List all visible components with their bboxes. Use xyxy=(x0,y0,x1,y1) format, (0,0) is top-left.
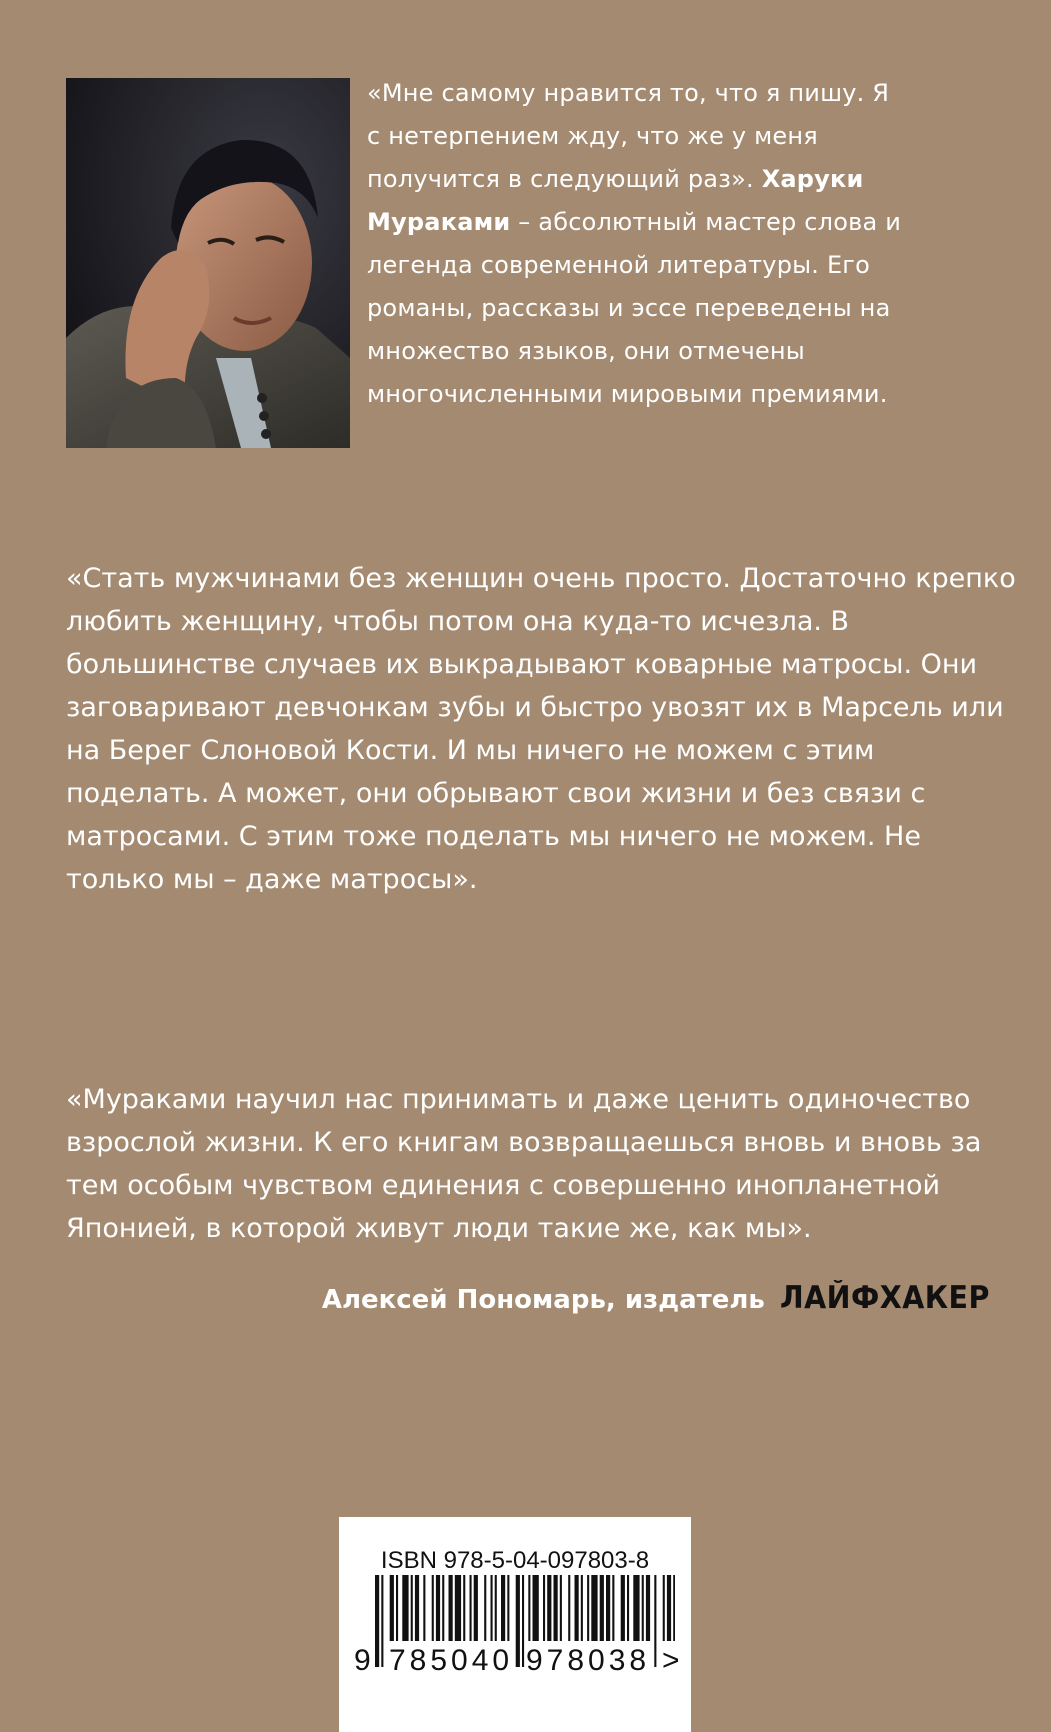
book-excerpt-text: «Стать мужчинами без женщин очень просто. Достаточно крепко любить женщину, чтобы потом она куда-то исчезла. В большинстве случаев их выкрадывают коварные матросы. Они заговаривают девчонкам зубы и быстро увозят их в Марсель или на Берег Слоновой Кости. И мы ничего не можем с этим поделать. А может, они обрывают свои жизни и без связи с матросами. С этим тоже поделать мы ничего не можем. Не только мы – даже матросы». xyxy=(66,563,1016,895)
isbn-barcode xyxy=(339,1517,691,1732)
author-quote: «Мне самому нравится то, что я пишу. Я с нетерпением жду, что же у меня получится в следующий раз». xyxy=(367,79,890,193)
author-description: – абсолютный мастер слова и легенда современной литературы. Его романы, рассказы и эссе переведены на множество языков, они отмечены многочисленными мировыми премиями. xyxy=(367,208,901,408)
barcode-right-group: 978038 xyxy=(525,1641,651,1681)
author-bio xyxy=(367,72,907,416)
book-excerpt-quote xyxy=(66,557,1016,901)
barcode-end-mark: > xyxy=(661,1641,681,1681)
author-name: Харуки Мураками xyxy=(367,165,864,236)
barcode-lead-digit: 9 xyxy=(353,1641,372,1681)
barcode-left-group: 785040 xyxy=(388,1641,514,1681)
author-photo xyxy=(66,78,350,448)
attribution-person: Алексей Пономарь, издатель xyxy=(321,1285,765,1315)
barcode-digits xyxy=(353,1641,683,1681)
review-quote-text: «Мураками научил нас принимать и даже ценить одиночество взрослой жизни. К его книгам возвращаешься вновь и вновь за тем особым чувством единения с совершенно инопланетной Японией, в которой живут люди такие же, как мы». xyxy=(66,1084,982,1244)
review-attribution xyxy=(322,1278,1008,1320)
review-quote xyxy=(66,1078,1016,1250)
author-portrait-image xyxy=(66,78,350,448)
lifehacker-logo: ЛАЙФХАКЕР xyxy=(779,1280,990,1316)
isbn-number: ISBN 978-5-04-097803-8 xyxy=(380,1547,650,1574)
